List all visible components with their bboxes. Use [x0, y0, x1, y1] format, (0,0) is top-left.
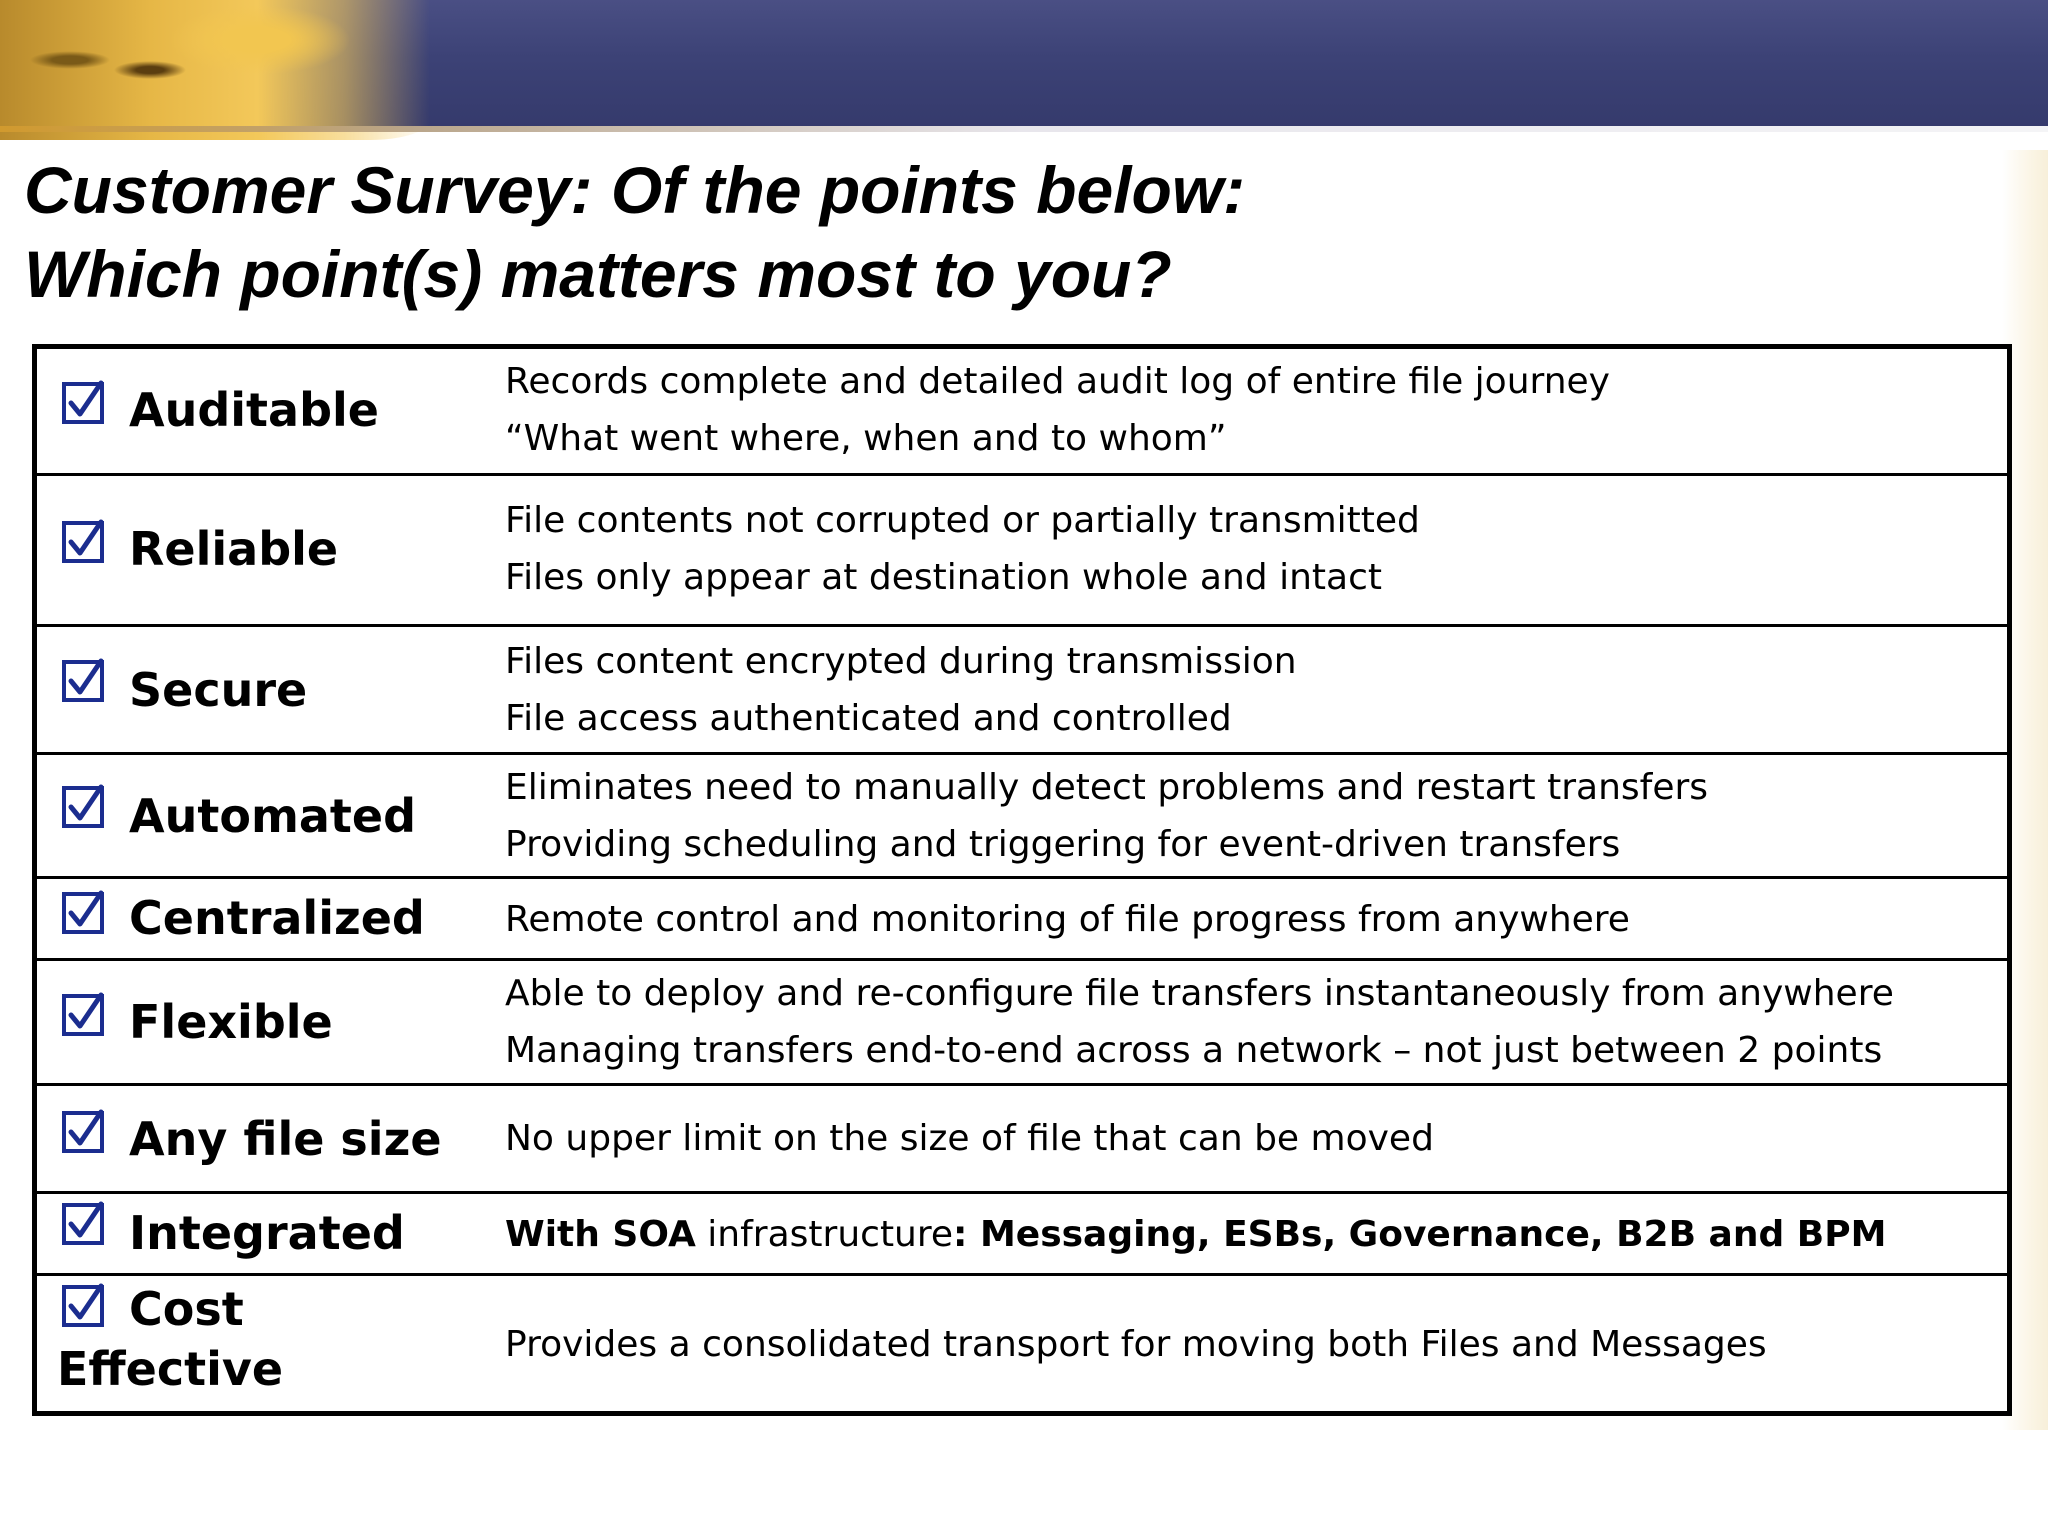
row-description	[505, 353, 1610, 467]
table-row-flexible	[37, 958, 2007, 1083]
row-label: Centralized	[129, 891, 425, 945]
description-line: Files content encrypted during transmission	[505, 641, 1297, 682]
banner-edge	[0, 126, 2048, 132]
description-line	[505, 1206, 1886, 1263]
checked-box-icon	[61, 1200, 107, 1246]
table-row-secure	[37, 624, 2007, 752]
description-line: Able to deploy and re-configure file transfers instantaneously from anywhere	[505, 973, 1894, 1014]
description-line: Remote control and monitoring of file progress from anywhere	[505, 899, 1630, 940]
description-line: Eliminates need to manually detect problems and restart transfers	[505, 767, 1709, 808]
row-description	[505, 1110, 1434, 1167]
row-label-line-2: Effective	[57, 1342, 284, 1396]
description-line: “What went where, when and to whom”	[505, 418, 1227, 459]
checked-box-icon	[61, 1108, 107, 1154]
survey-table	[32, 344, 2012, 1416]
description-line: Providing scheduling and triggering for event-driven transfers	[505, 824, 1621, 865]
row-label: Any file size	[129, 1112, 442, 1166]
integrated-text-bold: : Messaging, ESBs, Governance, B2B and BPM	[953, 1214, 1887, 1255]
integrated-text-bold: With SOA	[505, 1214, 696, 1255]
description-line: No upper limit on the size of file that can be moved	[505, 1118, 1434, 1159]
checked-box-icon	[61, 518, 107, 564]
table-row-reliable	[37, 473, 2007, 624]
title-line-1: Customer Survey: Of the points below:	[24, 153, 1246, 227]
description-line: Provides a consolidated transport for moving both Files and Messages	[505, 1324, 1767, 1365]
row-label: Reliable	[129, 522, 339, 576]
description-line: Files only appear at destination whole and intact	[505, 557, 1382, 598]
row-label: Cost	[129, 1282, 244, 1336]
integrated-text: infrastructure	[695, 1214, 954, 1255]
checked-box-icon	[61, 991, 107, 1037]
table-row-cost-effective	[37, 1273, 2007, 1416]
title-line-2: Which point(s) matters most to you?	[24, 237, 1172, 311]
checked-box-icon	[61, 889, 107, 935]
row-description	[505, 891, 1630, 948]
table-row-integrated	[37, 1191, 2007, 1273]
row-description	[505, 633, 1297, 747]
row-description	[505, 1206, 1886, 1263]
table-row-centralized	[37, 876, 2007, 958]
row-label: Flexible	[129, 995, 333, 1049]
banner-photo	[0, 0, 430, 140]
table-row-auditable	[37, 349, 2007, 473]
checked-box-icon	[61, 379, 107, 425]
description-line: Managing transfers end-to-end across a network – not just between 2 points	[505, 1030, 1883, 1071]
description-line: File access authenticated and controlled	[505, 698, 1232, 739]
row-label: Secure	[129, 663, 308, 717]
table-row-automated	[37, 752, 2007, 876]
table-row-any-file-size	[37, 1083, 2007, 1191]
row-description	[505, 1316, 1767, 1373]
description-line: File contents not corrupted or partially transmitted	[505, 500, 1420, 541]
slide-title	[24, 148, 1924, 316]
checked-box-icon	[61, 657, 107, 703]
description-line: Records complete and detailed audit log of entire file journey	[505, 361, 1610, 402]
row-description	[505, 492, 1420, 606]
row-description	[505, 759, 1708, 873]
checked-box-icon	[61, 783, 107, 829]
row-label: Automated	[129, 789, 417, 843]
row-label: Auditable	[129, 383, 379, 437]
checked-box-icon	[61, 1282, 107, 1328]
row-description	[505, 965, 1894, 1079]
row-label: Integrated	[129, 1206, 405, 1260]
